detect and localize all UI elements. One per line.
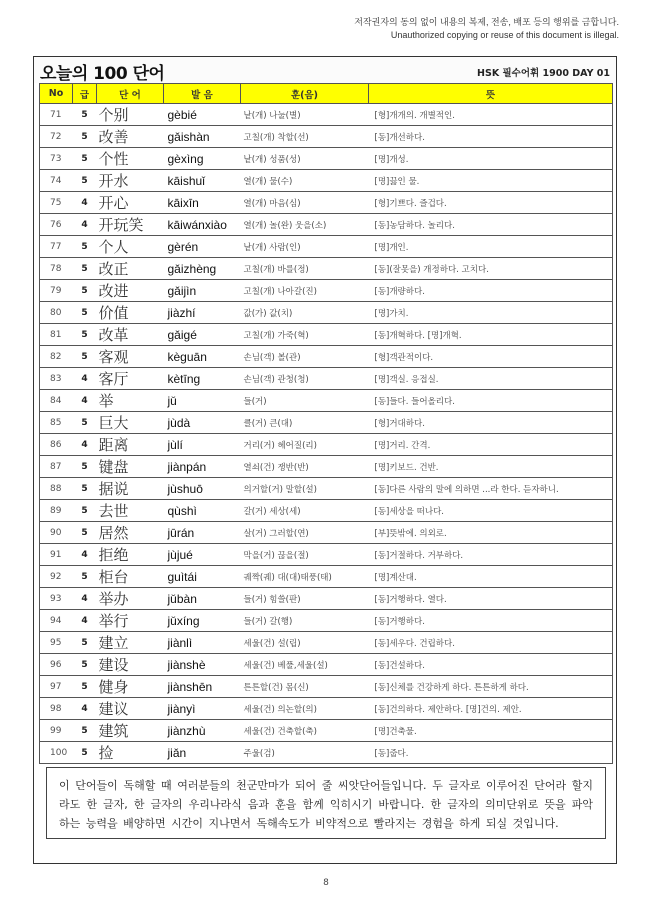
cell-pinyin: jùlí: [164, 434, 241, 456]
cell-meaning: [동]들다. 들어올리다.: [369, 390, 613, 412]
table-row: [40, 720, 613, 742]
cell-number: 82: [40, 346, 73, 368]
cell-meaning: [명]개인.: [369, 236, 613, 258]
cell-number: 81: [40, 324, 73, 346]
table-row: [40, 214, 613, 236]
table-row: [40, 676, 613, 698]
table-row: [40, 478, 613, 500]
cell-meaning: [동]거행하다.: [369, 610, 613, 632]
cell-meaning: [동]농담하다. 놀리다.: [369, 214, 613, 236]
table-row: [40, 148, 613, 170]
cell-grade: 4: [73, 544, 97, 566]
cell-grade: 4: [73, 610, 97, 632]
cell-word: 价值: [97, 302, 164, 324]
cell-word: 个人: [97, 236, 164, 258]
table-row: [40, 456, 613, 478]
cell-meaning: [동]개선하다.: [369, 126, 613, 148]
cell-hun-eum: 클(거) 큰(대): [241, 412, 369, 434]
cell-number: 76: [40, 214, 73, 236]
cell-number: 97: [40, 676, 73, 698]
vocabulary-table: [39, 83, 613, 764]
cell-pinyin: guìtái: [164, 566, 241, 588]
cell-number: 91: [40, 544, 73, 566]
cell-word: 改善: [97, 126, 164, 148]
table-row: [40, 104, 613, 126]
table-row: [40, 302, 613, 324]
cell-pinyin: jiànzhù: [164, 720, 241, 742]
cell-grade: 5: [73, 346, 97, 368]
cell-meaning: [동]신체를 건강하게 하다. 튼튼하게 하다.: [369, 676, 613, 698]
cell-grade: 5: [73, 632, 97, 654]
cell-hun-eum: 궤짝(궤) 대(대)태풍(태): [241, 566, 369, 588]
cell-grade: 5: [73, 104, 97, 126]
cell-pinyin: gǎishàn: [164, 126, 241, 148]
cell-number: 71: [40, 104, 73, 126]
table-row: [40, 500, 613, 522]
cell-number: 75: [40, 192, 73, 214]
table-row: [40, 346, 613, 368]
column-header-word: 단 어: [97, 84, 164, 104]
cell-hun-eum: 열(개) 물(수): [241, 170, 369, 192]
cell-meaning: [명]개성.: [369, 148, 613, 170]
cell-hun-eum: 열(개) 놀(완) 웃을(소): [241, 214, 369, 236]
cell-word: 开玩笑: [97, 214, 164, 236]
cell-meaning: [형]거대하다.: [369, 412, 613, 434]
cell-pinyin: kāishuǐ: [164, 170, 241, 192]
table-row: [40, 698, 613, 720]
cell-word: 捡: [97, 742, 164, 764]
cell-number: 90: [40, 522, 73, 544]
table-row: [40, 170, 613, 192]
cell-word: 建筑: [97, 720, 164, 742]
cell-meaning: [명]건축물.: [369, 720, 613, 742]
cell-word: 举行: [97, 610, 164, 632]
cell-word: 改革: [97, 324, 164, 346]
cell-hun-eum: 고칠(개) 착할(선): [241, 126, 369, 148]
table-row: [40, 280, 613, 302]
cell-grade: 5: [73, 126, 97, 148]
table-row: [40, 610, 613, 632]
page-title: 오늘의 100 단어: [40, 64, 165, 84]
table-row: [40, 522, 613, 544]
cell-meaning: [부]뜻밖에. 의외로.: [369, 522, 613, 544]
cell-grade: 5: [73, 280, 97, 302]
cell-pinyin: jiànpán: [164, 456, 241, 478]
copyright-korean: 저작권자의 동의 없이 내용의 복제, 전송, 배포 등의 행위를 금합니다.: [354, 17, 619, 27]
cell-grade: 4: [73, 192, 97, 214]
cell-hun-eum: 살(거) 그러할(연): [241, 522, 369, 544]
cell-pinyin: jiànlì: [164, 632, 241, 654]
series-label: HSK 필수어휘 1900 DAY 01: [477, 68, 610, 79]
cell-grade: 5: [73, 148, 97, 170]
table-row: [40, 434, 613, 456]
cell-word: 改进: [97, 280, 164, 302]
copyright-english: Unauthorized copying or reuse of this document is illegal.: [390, 30, 619, 40]
study-note: 이 단어들이 독해할 때 여러분들의 천군만마가 되어 줄 씨앗단어들입니다. 두 글자로 이루어진 단어라 할지라도 한 글자, 한 글자의 우리나라식 음과 훈을 함께 익히시기 바랍니다. 한 글자의 의미단위로 뜻을 파악하는 능력을 배양하면 시간이 지나면서 독해속도가 비약적으로 빨라지는 경험을 하게 되실 것입니다.: [46, 767, 606, 839]
cell-grade: 5: [73, 500, 97, 522]
table-row: [40, 632, 613, 654]
cell-meaning: [동]건의하다. 제안하다. [명]건의. 제안.: [369, 698, 613, 720]
cell-pinyin: jiànshè: [164, 654, 241, 676]
cell-word: 建立: [97, 632, 164, 654]
cell-pinyin: jùjué: [164, 544, 241, 566]
cell-word: 客观: [97, 346, 164, 368]
cell-pinyin: gèrén: [164, 236, 241, 258]
cell-grade: 5: [73, 478, 97, 500]
cell-pinyin: kèguān: [164, 346, 241, 368]
cell-number: 74: [40, 170, 73, 192]
cell-number: 98: [40, 698, 73, 720]
table-row: [40, 566, 613, 588]
cell-number: 72: [40, 126, 73, 148]
cell-word: 据说: [97, 478, 164, 500]
cell-pinyin: jiànshēn: [164, 676, 241, 698]
cell-hun-eum: 의거할(거) 말할(설): [241, 478, 369, 500]
cell-meaning: [동]거행하다. 열다.: [369, 588, 613, 610]
cell-grade: 4: [73, 214, 97, 236]
cell-word: 开水: [97, 170, 164, 192]
cell-grade: 5: [73, 566, 97, 588]
cell-meaning: [동]거절하다. 거부하다.: [369, 544, 613, 566]
cell-number: 83: [40, 368, 73, 390]
cell-number: 77: [40, 236, 73, 258]
cell-pinyin: jǔbàn: [164, 588, 241, 610]
cell-pinyin: jiàzhí: [164, 302, 241, 324]
table-row: [40, 258, 613, 280]
cell-pinyin: jǔ: [164, 390, 241, 412]
cell-pinyin: jǔxíng: [164, 610, 241, 632]
cell-grade: 5: [73, 302, 97, 324]
column-header-grade: 급: [73, 84, 97, 104]
cell-hun-eum: 낱(개) 성품(성): [241, 148, 369, 170]
column-header-no: No: [40, 84, 73, 104]
cell-meaning: [명]객실. 응접실.: [369, 368, 613, 390]
cell-hun-eum: 열(개) 마음(심): [241, 192, 369, 214]
cell-number: 95: [40, 632, 73, 654]
cell-hun-eum: 고칠(개) 가죽(혁): [241, 324, 369, 346]
cell-grade: 5: [73, 324, 97, 346]
cell-number: 88: [40, 478, 73, 500]
cell-number: 93: [40, 588, 73, 610]
cell-grade: 5: [73, 522, 97, 544]
cell-pinyin: kāiwánxiào: [164, 214, 241, 236]
table-row: [40, 588, 613, 610]
cell-grade: 5: [73, 170, 97, 192]
cell-number: 96: [40, 654, 73, 676]
cell-word: 客厅: [97, 368, 164, 390]
cell-meaning: [명]계산대.: [369, 566, 613, 588]
vocabulary-panel: [33, 56, 617, 864]
cell-grade: 5: [73, 742, 97, 764]
cell-meaning: [동]세우다. 건립하다.: [369, 632, 613, 654]
copyright-notice: [354, 16, 619, 42]
cell-hun-eum: 낱(개) 나눌(별): [241, 104, 369, 126]
cell-grade: 4: [73, 588, 97, 610]
cell-pinyin: gèbié: [164, 104, 241, 126]
cell-number: 100: [40, 742, 73, 764]
cell-grade: 5: [73, 412, 97, 434]
cell-word: 健身: [97, 676, 164, 698]
cell-word: 巨大: [97, 412, 164, 434]
cell-pinyin: gǎigé: [164, 324, 241, 346]
cell-number: 85: [40, 412, 73, 434]
table-row: [40, 544, 613, 566]
cell-grade: 5: [73, 258, 97, 280]
cell-grade: 5: [73, 654, 97, 676]
table-row: [40, 412, 613, 434]
cell-grade: 4: [73, 390, 97, 412]
cell-word: 举: [97, 390, 164, 412]
cell-number: 92: [40, 566, 73, 588]
cell-number: 84: [40, 390, 73, 412]
cell-hun-eum: 세울(건) 의논할(의): [241, 698, 369, 720]
cell-pinyin: jiànyì: [164, 698, 241, 720]
column-header-meaning: 뜻: [369, 84, 613, 104]
cell-meaning: [형]개개의. 개별적인.: [369, 104, 613, 126]
table-row: [40, 192, 613, 214]
cell-number: 94: [40, 610, 73, 632]
table-row: [40, 390, 613, 412]
cell-meaning: [동]개혁하다. [명]개혁.: [369, 324, 613, 346]
cell-number: 80: [40, 302, 73, 324]
cell-number: 78: [40, 258, 73, 280]
cell-grade: 5: [73, 236, 97, 258]
cell-meaning: [동]다른 사람의 말에 의하면 ...라 한다. 듣자하니.: [369, 478, 613, 500]
cell-hun-eum: 고칠(개) 바를(정): [241, 258, 369, 280]
table-row: [40, 742, 613, 764]
cell-word: 去世: [97, 500, 164, 522]
table-row: [40, 324, 613, 346]
cell-grade: 5: [73, 456, 97, 478]
cell-hun-eum: 값(가) 값(치): [241, 302, 369, 324]
table-row: [40, 654, 613, 676]
column-header-hun-eum: 훈(음): [241, 84, 369, 104]
cell-pinyin: kāixīn: [164, 192, 241, 214]
cell-meaning: [명]키보드. 건반.: [369, 456, 613, 478]
cell-number: 87: [40, 456, 73, 478]
cell-meaning: [동]개량하다.: [369, 280, 613, 302]
cell-word: 键盘: [97, 456, 164, 478]
cell-meaning: [동]세상을 떠나다.: [369, 500, 613, 522]
cell-hun-eum: 고칠(개) 나아갈(진): [241, 280, 369, 302]
cell-word: 建设: [97, 654, 164, 676]
cell-meaning: [명]끓인 물.: [369, 170, 613, 192]
table-row: [40, 126, 613, 148]
cell-hun-eum: 막을(거) 끊을(절): [241, 544, 369, 566]
cell-meaning: [형]기쁘다. 즐겁다.: [369, 192, 613, 214]
cell-word: 改正: [97, 258, 164, 280]
cell-hun-eum: 손님(객) 볼(관): [241, 346, 369, 368]
cell-number: 73: [40, 148, 73, 170]
cell-word: 个性: [97, 148, 164, 170]
cell-word: 个别: [97, 104, 164, 126]
cell-word: 居然: [97, 522, 164, 544]
cell-hun-eum: 세울(건) 건축할(축): [241, 720, 369, 742]
cell-pinyin: jiǎn: [164, 742, 241, 764]
cell-hun-eum: 갈(거) 세상(세): [241, 500, 369, 522]
cell-word: 开心: [97, 192, 164, 214]
title-bar: [34, 57, 616, 83]
cell-meaning: [동]줍다.: [369, 742, 613, 764]
cell-hun-eum: 들(거): [241, 390, 369, 412]
cell-number: 99: [40, 720, 73, 742]
cell-meaning: [동](잘못을) 개정하다. 고치다.: [369, 258, 613, 280]
cell-grade: 4: [73, 434, 97, 456]
cell-meaning: [형]객관적이다.: [369, 346, 613, 368]
column-header-pronunciation: 발 음: [164, 84, 241, 104]
table-row: [40, 368, 613, 390]
cell-word: 距离: [97, 434, 164, 456]
cell-number: 86: [40, 434, 73, 456]
cell-hun-eum: 손님(객) 관청(청): [241, 368, 369, 390]
cell-grade: 4: [73, 368, 97, 390]
cell-hun-eum: 주울(검): [241, 742, 369, 764]
cell-hun-eum: 열쇠(건) 쟁반(반): [241, 456, 369, 478]
cell-hun-eum: 세울(건) 베풀,세울(설): [241, 654, 369, 676]
cell-pinyin: jùdà: [164, 412, 241, 434]
cell-word: 拒绝: [97, 544, 164, 566]
cell-grade: 5: [73, 676, 97, 698]
cell-number: 89: [40, 500, 73, 522]
cell-grade: 5: [73, 720, 97, 742]
cell-pinyin: jūrán: [164, 522, 241, 544]
cell-pinyin: kètīng: [164, 368, 241, 390]
cell-word: 举办: [97, 588, 164, 610]
cell-number: 79: [40, 280, 73, 302]
cell-hun-eum: 세울(건) 설(립): [241, 632, 369, 654]
cell-meaning: [동]건설하다.: [369, 654, 613, 676]
cell-hun-eum: 낱(개) 사람(인): [241, 236, 369, 258]
cell-word: 柜台: [97, 566, 164, 588]
page-number: 8: [323, 878, 329, 888]
cell-meaning: [명]거리. 간격.: [369, 434, 613, 456]
cell-hun-eum: 들(거) 힘쓸(판): [241, 588, 369, 610]
cell-pinyin: gǎijìn: [164, 280, 241, 302]
cell-grade: 4: [73, 698, 97, 720]
cell-hun-eum: 거리(거) 헤어질(리): [241, 434, 369, 456]
table-header-row: [40, 84, 613, 104]
cell-hun-eum: 들(거) 갈(행): [241, 610, 369, 632]
cell-hun-eum: 튼튼할(건) 몸(신): [241, 676, 369, 698]
cell-word: 建议: [97, 698, 164, 720]
table-row: [40, 236, 613, 258]
cell-pinyin: qùshì: [164, 500, 241, 522]
cell-pinyin: gèxìng: [164, 148, 241, 170]
cell-pinyin: jùshuō: [164, 478, 241, 500]
cell-meaning: [명]가치.: [369, 302, 613, 324]
cell-pinyin: gǎizhèng: [164, 258, 241, 280]
